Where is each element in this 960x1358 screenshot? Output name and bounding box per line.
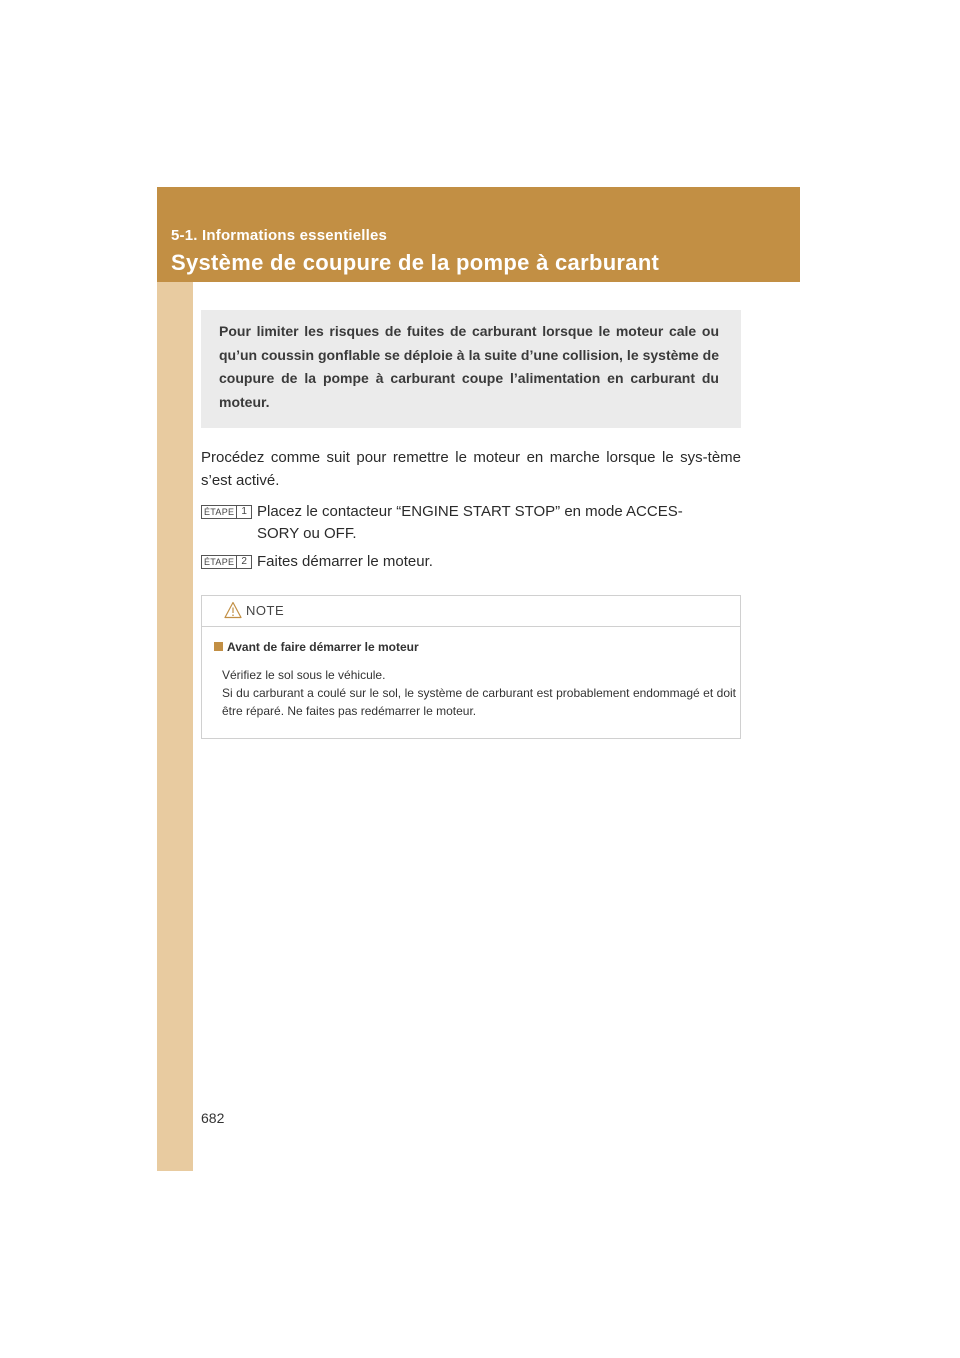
step-text-line: Placez le contacteur “ENGINE START STOP” en mode ACCES- [257, 503, 683, 520]
note-line-2: Si du carburant a coulé sur le sol, le système de carburant est probablement endommagé et doit être réparé. Ne faites pas redémarrer le moteur. [222, 686, 736, 718]
side-margin-strip [157, 187, 193, 1171]
page-number: 682 [201, 1110, 225, 1126]
step-2 [201, 551, 741, 573]
note-body [222, 666, 736, 720]
step-badge-number: 1 [236, 506, 251, 518]
note-subheading-text: Avant de faire démarrer le moteur [227, 640, 419, 654]
step-1 [201, 501, 741, 545]
step-badge [201, 505, 252, 519]
step-badge [201, 555, 252, 569]
step-text-continuation: SORY ou OFF. [257, 525, 357, 542]
warning-triangle-icon [224, 601, 242, 619]
square-bullet-icon [214, 642, 223, 651]
step-badge-label: ÉTAPE [204, 557, 235, 567]
intro-text: Pour limiter les risques de fuites de carburant lorsque le moteur cale ou qu’un coussin gonflable se déploie à la suite d’une collision, le système de coupure de la pompe à carburant coupe l’alimentation en carburant du moteur. [219, 323, 719, 410]
note-box [201, 595, 741, 739]
note-line-1: Vérifiez le sol sous le véhicule. [222, 668, 386, 682]
note-subheading [214, 640, 419, 654]
section-label: 5-1. Informations essentielles [171, 227, 388, 244]
note-header [202, 596, 740, 627]
step-text [257, 501, 741, 545]
note-heading: NOTE [246, 603, 285, 618]
body-paragraph: Procédez comme suit pour remettre le moteur en marche lorsque le sys-tème s’est activé. [201, 449, 741, 489]
step-text: Faites démarrer le moteur. [257, 553, 433, 570]
step-badge-label: ÉTAPE [204, 507, 235, 517]
intro-box [201, 310, 741, 428]
page-title: Système de coupure de la pompe à carburant [171, 250, 660, 275]
step-badge-number: 2 [236, 556, 251, 568]
